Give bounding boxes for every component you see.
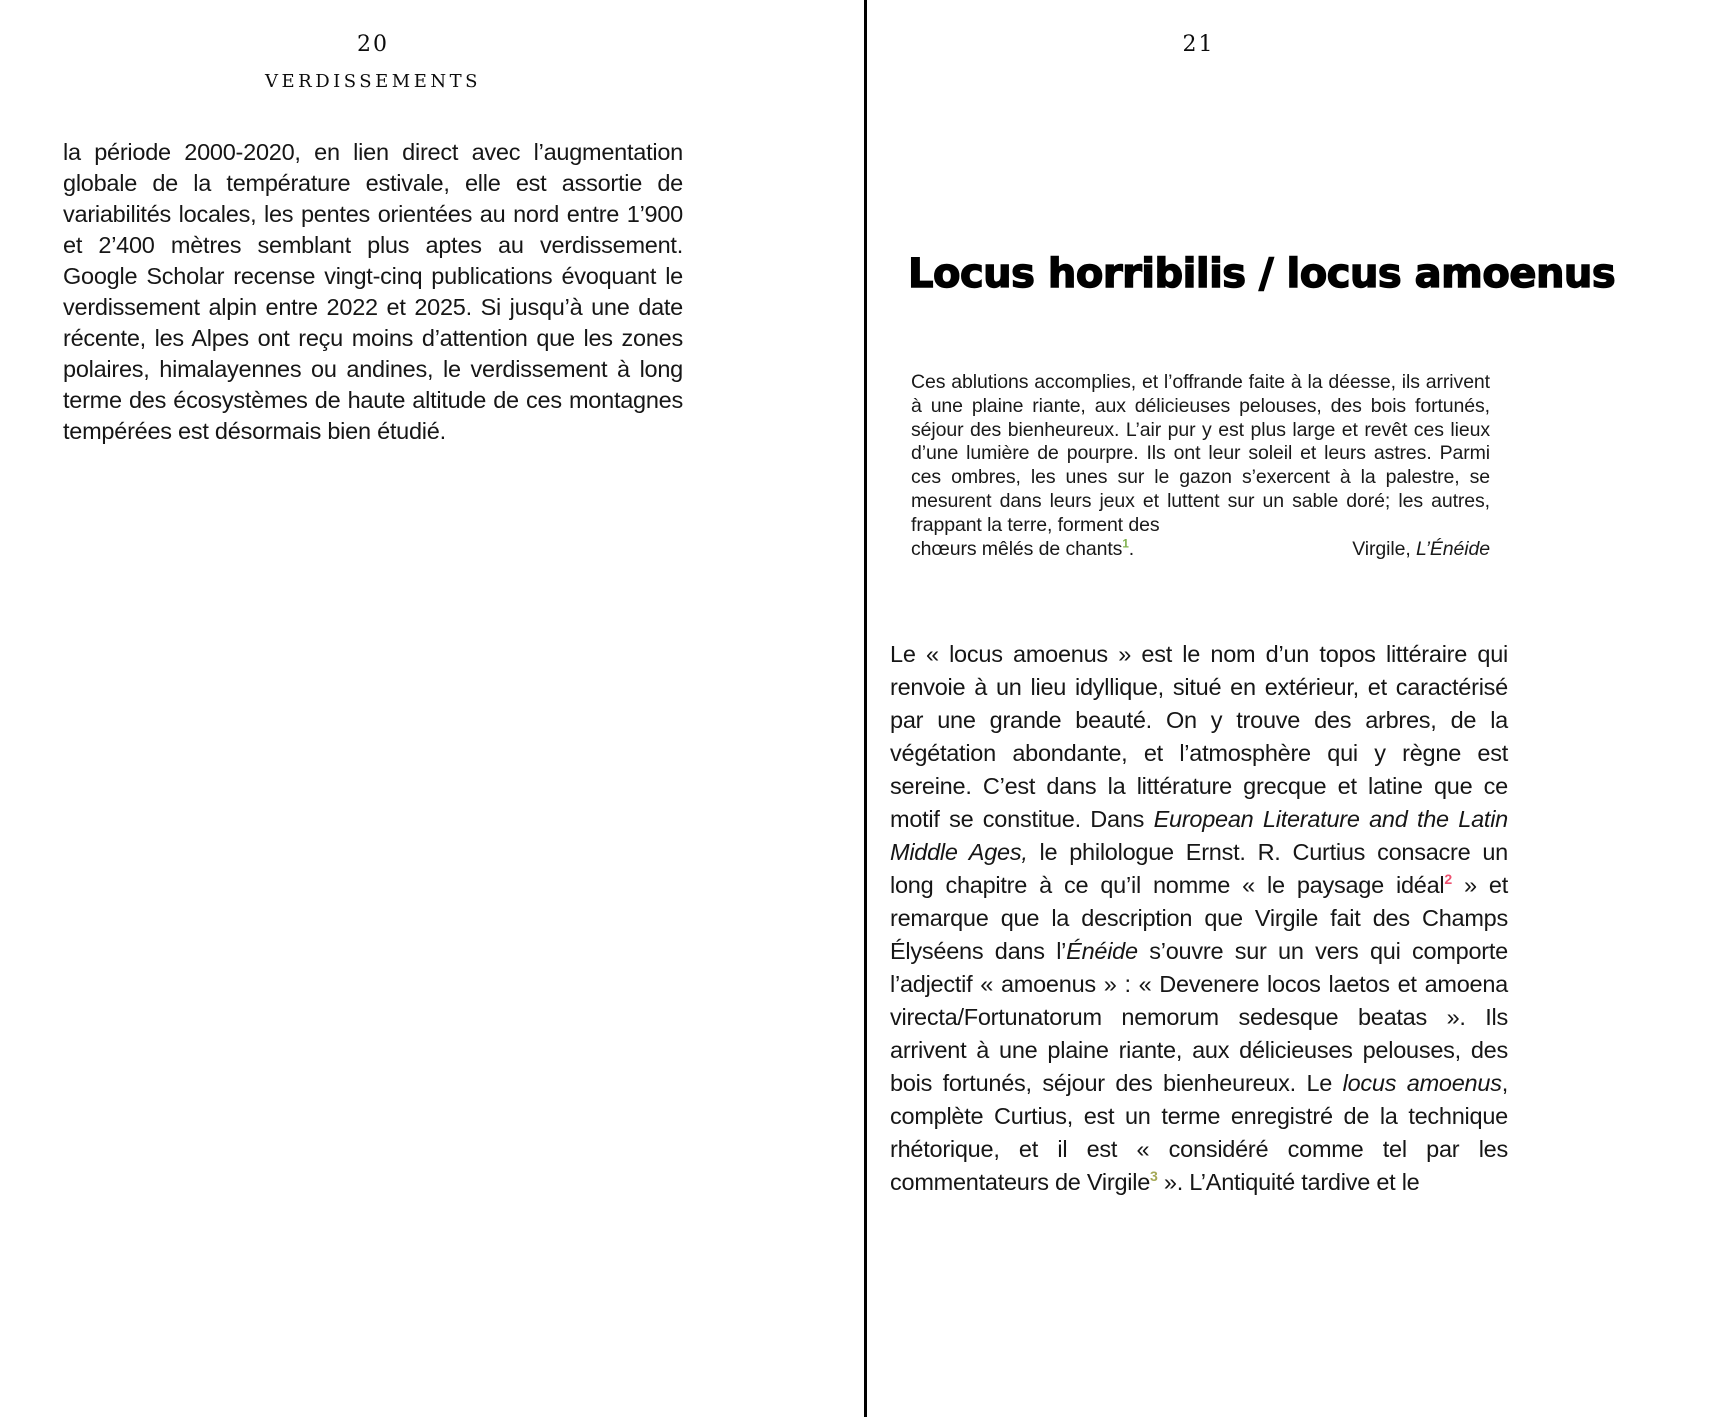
page-number-left: 20 [357, 32, 389, 57]
page-left [0, 0, 864, 1417]
epigraph-text: Ces ablutions accomplies, et l’offrande faite à la déesse, ils arrivent à une plaine riante, aux délicieuses pelouses, des bois fortunés, séjour des bienheureux. L’air pur y est plus large et revêt ces lieux d’une lumière de pourpre. Ils ont leur soleil et leurs astres. Parmi ces ombres, les unes sur le gazon s’exercent à la palestre, se mesurent dans leurs jeux et luttent sur un sable doré; les autres, frappant la terre, forment des [911, 371, 1490, 536]
epigraph [911, 371, 1490, 561]
epigraph-footnote-phrase: chœurs mêlés de chants$^1$. [911, 537, 1135, 560]
body-paragraph-right: Le « locus amoenus » est le nom d’un topos littéraire qui renvoie à un lieu idyllique, situé en extérieur, et caractérisé par une grande beauté. On y trouve des arbres, de la végétation abondante, et l’atmosphère qui y règne est sereine. C’est dans la littérature grecque et latine que ce motif se constitue. Dans European Literature and the Latin Middle Ages, le philologue Ernst. R. Curtius consacre un long chapitre à ce qu’il nomme « le paysage idéal$^2$ » et remarque que la description que Virgile fait des Champs Élyséens dans l’Énéide s’ouvre sur un vers qui comporte l’adjectif « amoenus » : « Devenere locos laetos et amoena virecta/Fortunatorum nemorum sedesque beatas ». Ils arrivent à une plaine riante, aux délicieuses pelouses, des bois fortunés, séjour des bienheureux. Le locus amoenus, complète Curtius, est un terme enregistré de la technique rhétorique, et il est « considéré comme tel par les commentateurs de Virgile$^3$ ». L’Antiquité tardive et le [890, 640, 1508, 1195]
running-head: VERDISSEMENTS [265, 71, 481, 92]
page-right [867, 0, 1732, 1417]
epigraph-attribution: Virgile, L’Énéide [1352, 537, 1490, 560]
page-number-right: 21 [1182, 32, 1215, 57]
body-paragraph-left: la période 2000-2020, en lien direct avec l’augmentation globale de la température estivale, elle est assortie de variabilités locales, les pentes orientées au nord entre 1’900 et 2’400 mètres semblant plus aptes au verdissement. Google Scholar recense vingt-cinq publications évoquant le verdissement alpin entre 2022 et 2025. Si jusqu’à une date récente, les Alpes ont reçu moins d’attention que les zones polaires, himalayennes ou andines, le verdissement à long terme des écosystèmes de haute altitude de ces montagnes tempérées est désormais bien étudié. [63, 138, 683, 444]
chapter-title: Locus horribilis / locus amoenus [908, 250, 1616, 297]
epigraph-last-line [911, 538, 1490, 562]
